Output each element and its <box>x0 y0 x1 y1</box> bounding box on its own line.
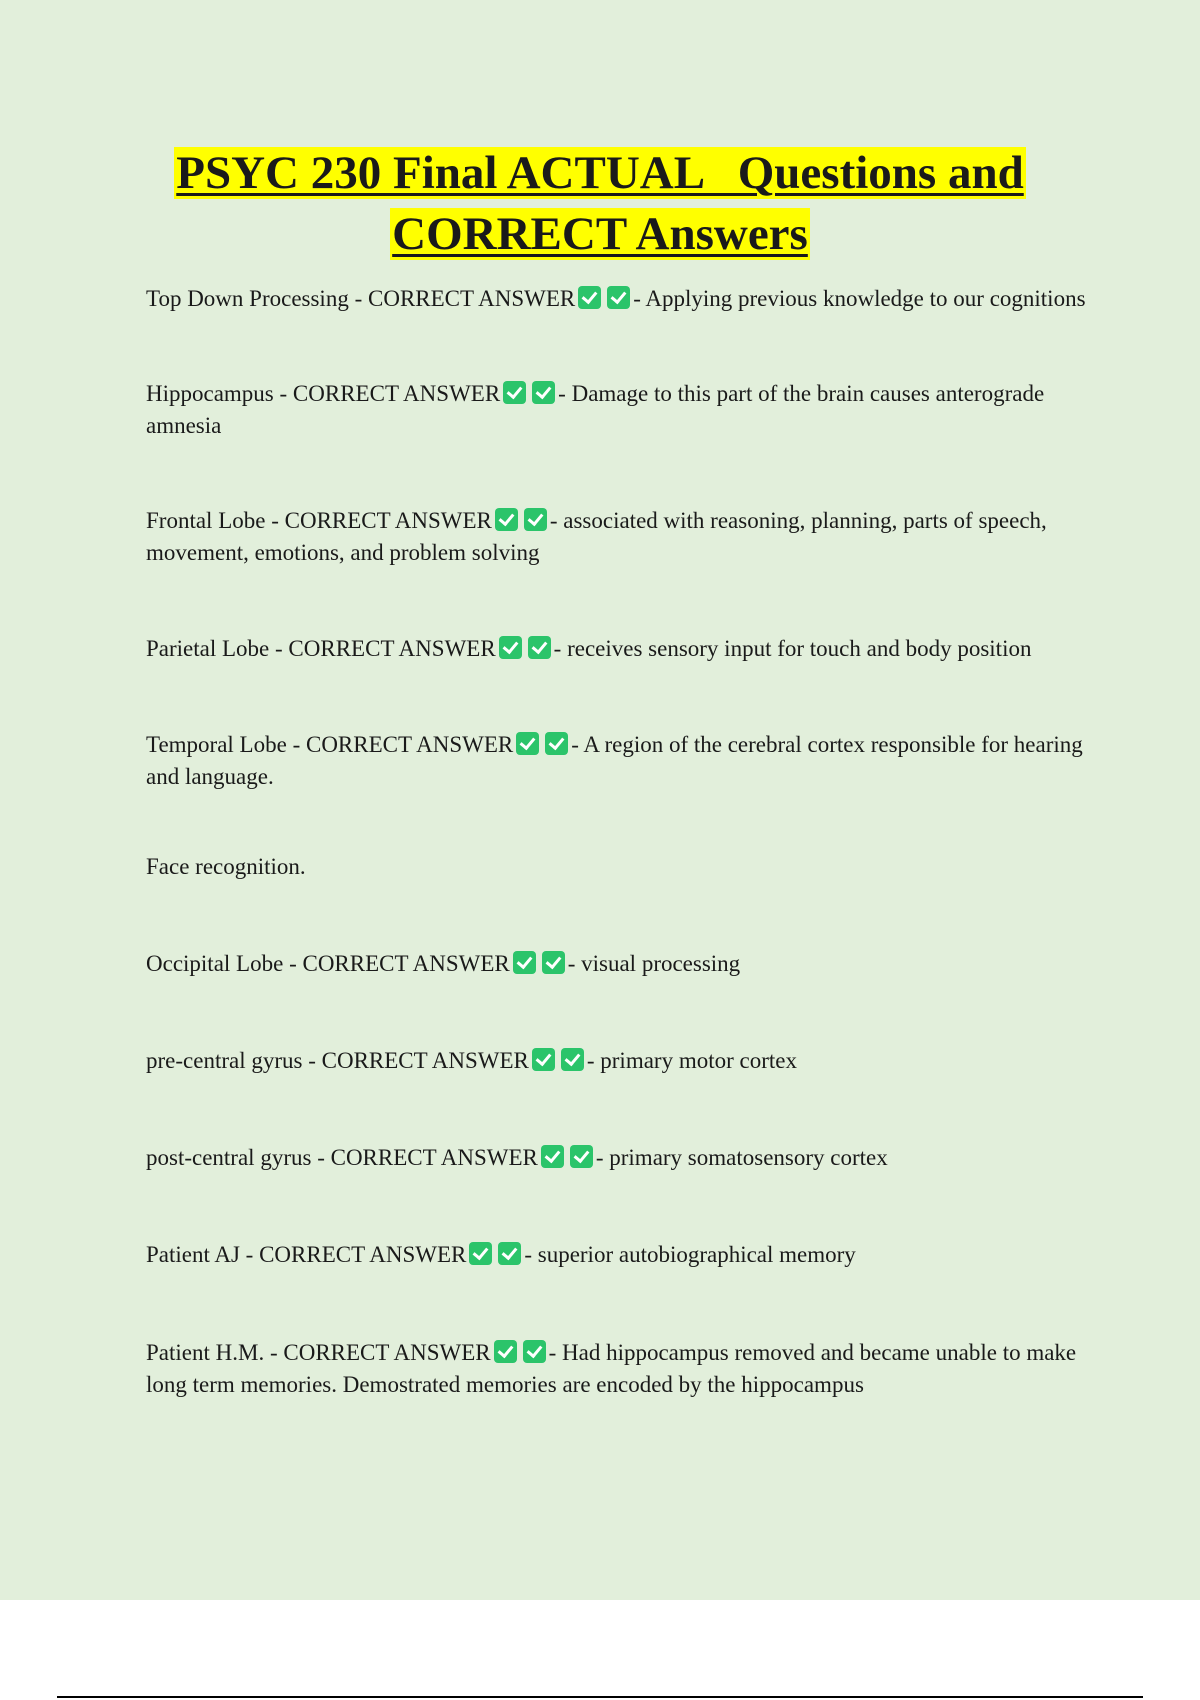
entry-definition: - Had hippocampus removed and became unable to make long term memories. Demostrated memories are encoded by the hippocampus <box>146 1340 1077 1397</box>
entry-separator: - CORRECT ANSWER <box>311 1145 538 1170</box>
entry-separator: - CORRECT ANSWER <box>265 508 492 533</box>
entry-term: Hippocampus <box>146 381 274 406</box>
footer-rule <box>57 1696 1143 1698</box>
check-mark-icon <box>607 286 630 309</box>
check-mark-icon <box>494 1340 517 1363</box>
check-mark-icon <box>545 732 568 755</box>
check-mark-icon <box>469 1242 492 1265</box>
qa-list <box>146 283 1096 1401</box>
check-mark-icon <box>532 1048 555 1071</box>
check-mark-icon <box>570 1145 593 1168</box>
entry-separator: - CORRECT ANSWER <box>269 636 496 661</box>
entry-definition: - A region of the cerebral cortex responsible for hearing and language. <box>146 732 1083 789</box>
qa-entry <box>146 1045 1096 1077</box>
check-mark-icon <box>523 1340 546 1363</box>
entry-term: Frontal Lobe <box>146 508 266 533</box>
entry-term: post-central gyrus <box>146 1145 312 1170</box>
check-mark-icon <box>524 508 547 531</box>
check-mark-icon <box>499 636 522 659</box>
entry-term: pre-central gyrus <box>146 1048 303 1073</box>
entry-term: Temporal Lobe <box>146 732 287 757</box>
entry-definition: - associated with reasoning, planning, parts of speech, movement, emotions, and problem solving <box>146 508 1047 565</box>
check-mark-icon <box>495 508 518 531</box>
qa-entry <box>146 378 1096 442</box>
qa-entry-continuation <box>146 851 1096 883</box>
entry-definition: - Damage to this part of the brain causes anterograde amnesia <box>146 381 1045 438</box>
entry-definition: - Applying previous knowledge to our cognitions <box>633 286 1086 311</box>
entry-term: Occipital Lobe <box>146 951 284 976</box>
check-mark-icon <box>541 1145 564 1168</box>
check-mark-icon <box>561 1048 584 1071</box>
check-mark-icon <box>498 1242 521 1265</box>
title-line-1 <box>0 143 1200 204</box>
entry-definition: - primary somatosensory cortex <box>595 1145 888 1170</box>
entry-term: Patient H.M. <box>146 1340 265 1365</box>
qa-entry <box>146 505 1096 569</box>
entry-separator: - CORRECT ANSWER <box>286 732 514 757</box>
entry-term: Patient AJ <box>146 1242 240 1267</box>
qa-entry <box>146 729 1096 793</box>
check-mark-icon <box>542 951 565 974</box>
entry-separator: - CORRECT ANSWER <box>239 1242 467 1267</box>
title-line-1-text: PSYC 230 Final ACTUAL Questions and <box>176 147 1024 199</box>
title-line-2-text: CORRECT Answers <box>392 208 808 260</box>
check-mark-icon <box>532 381 555 404</box>
entry-separator: - CORRECT ANSWER <box>302 1048 529 1073</box>
entry-definition: - visual processing <box>567 951 741 976</box>
page-title <box>0 143 1200 265</box>
entry-term: Top Down Processing <box>146 286 349 311</box>
entry-plain-text: Face recognition. <box>146 854 306 879</box>
title-line-2 <box>0 204 1200 265</box>
check-mark-icon <box>578 286 601 309</box>
check-mark-icon <box>513 951 536 974</box>
check-mark-icon <box>528 636 551 659</box>
qa-entry <box>146 948 1096 980</box>
check-mark-icon <box>516 732 539 755</box>
qa-entry <box>146 1337 1096 1401</box>
qa-entry <box>146 283 1096 315</box>
entry-definition: - receives sensory input for touch and body position <box>553 636 1032 661</box>
entry-definition: - superior autobiographical memory <box>524 1242 856 1267</box>
entry-definition: - primary motor cortex <box>586 1048 797 1073</box>
entry-separator: - CORRECT ANSWER <box>283 951 510 976</box>
qa-entry <box>146 1239 1096 1271</box>
entry-separator: - CORRECT ANSWER <box>264 1340 491 1365</box>
entry-separator: - CORRECT ANSWER <box>348 286 576 311</box>
qa-entry <box>146 1142 1096 1174</box>
entry-separator: - CORRECT ANSWER <box>273 381 501 406</box>
check-mark-icon <box>503 381 526 404</box>
entry-term: Parietal Lobe <box>146 636 270 661</box>
qa-entry <box>146 633 1096 665</box>
